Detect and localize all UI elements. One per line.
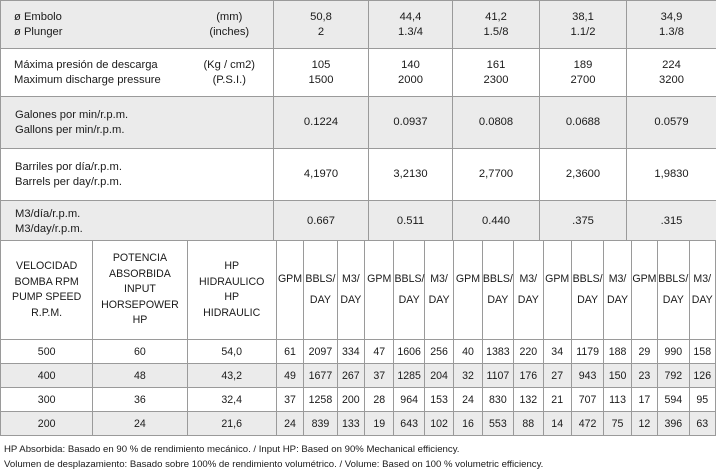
gallons-value: 0.0808 (453, 97, 540, 149)
gpm-cell: 23 (631, 364, 657, 388)
m3-day-cell: 126 (689, 364, 715, 388)
m3-day-cell: 256 (424, 340, 453, 364)
m3-day-cell: 133 (337, 412, 364, 436)
header-gpm: GPM (276, 241, 303, 340)
gallons-value: 0.1224 (274, 97, 369, 149)
header-bbls-day: BBLS/ DAY (571, 241, 603, 340)
input-hp-cell: 60 (93, 340, 187, 364)
header-bbls-day: BBLS/ DAY (394, 241, 424, 340)
plunger-value: 41,2 1.5/8 (453, 1, 540, 49)
bbls-day-cell: 943 (571, 364, 603, 388)
header-hydraulic: HP HIDRAULICO HP HIDRAULIC (187, 241, 276, 340)
rpm-cell: 400 (1, 364, 93, 388)
rpm-cell: 200 (1, 412, 93, 436)
plunger-value: 44,4 1.3/4 (369, 1, 453, 49)
bbls-day-cell: 396 (658, 412, 689, 436)
hydraulic-hp-cell: 43,2 (187, 364, 276, 388)
m3-day-cell: 75 (604, 412, 631, 436)
bbls-day-cell: 594 (658, 388, 689, 412)
bbls-day-cell: 1107 (482, 364, 513, 388)
pressure-value: 161 2300 (453, 49, 540, 97)
bbls-day-cell: 553 (482, 412, 513, 436)
header-row (1, 241, 716, 340)
bbls-day-cell: 830 (482, 388, 513, 412)
header-gpm: GPM (543, 241, 571, 340)
rpm-cell: 500 (1, 340, 93, 364)
m3-day-cell: 176 (514, 364, 543, 388)
bbls-day-cell: 472 (571, 412, 603, 436)
m3-value: 0.440 (453, 201, 540, 243)
header-bbls-day: BBLS/ DAY (482, 241, 513, 340)
gallons-value: 0.0688 (540, 97, 627, 149)
m3-day-cell: 200 (337, 388, 364, 412)
input-hp-cell: 24 (93, 412, 187, 436)
gpm-cell: 61 (276, 340, 303, 364)
plunger-label (1, 1, 186, 49)
gpm-cell: 34 (543, 340, 571, 364)
unit-inches: (inches) (209, 25, 250, 38)
gpm-cell: 37 (276, 388, 303, 412)
hydraulic-hp-cell: 21,6 (187, 412, 276, 436)
m3-day-cell: 88 (514, 412, 543, 436)
footnote-volume: Volumen de desplazamiento: Basado sobre 100% de rendimiento volumétrico. / Volume: Based on 100 % volumetric efficiency. (4, 459, 544, 470)
pressure-value: 224 3200 (627, 49, 716, 97)
header-bbls-day: BBLS/ DAY (304, 241, 337, 340)
m3-day-cell: 267 (337, 364, 364, 388)
bbls-day-cell: 1179 (571, 340, 603, 364)
header-power: POTENCIA ABSORBIDA INPUT HORSEPOWER HP (93, 241, 187, 340)
header-gpm: GPM (631, 241, 657, 340)
barrels-value: 2,3600 (540, 149, 627, 201)
bbls-day-cell: 2097 (304, 340, 337, 364)
bbls-day-cell: 1677 (304, 364, 337, 388)
barrels-row (1, 149, 716, 201)
bbls-day-cell: 1258 (304, 388, 337, 412)
header-speed: VELOCIDAD BOMBA RPM PUMP SPEED R.P.M. (1, 241, 93, 340)
table-row (1, 388, 716, 412)
gpm-cell: 49 (276, 364, 303, 388)
barrels-value: 4,1970 (274, 149, 369, 201)
gpm-cell: 40 (454, 340, 482, 364)
header-m3-day: M3/ DAY (604, 241, 631, 340)
unit-mm: (mm) (216, 10, 243, 23)
gallons-value: 0.0579 (627, 97, 716, 149)
m3-day-cell: 132 (514, 388, 543, 412)
m3-day-cell: 113 (604, 388, 631, 412)
gpm-cell: 19 (365, 412, 394, 436)
gpm-cell: 21 (543, 388, 571, 412)
gpm-cell: 47 (365, 340, 394, 364)
m3-row (1, 201, 716, 243)
pressure-row (1, 49, 716, 97)
gallons-value: 0.0937 (369, 97, 453, 149)
m3-day-cell: 204 (424, 364, 453, 388)
header-m3-day: M3/ DAY (424, 241, 453, 340)
gpm-cell: 24 (454, 388, 482, 412)
m3-day-cell: 102 (424, 412, 453, 436)
bbls-day-cell: 964 (394, 388, 424, 412)
gpm-cell: 29 (631, 340, 657, 364)
hydraulic-hp-cell: 32,4 (187, 388, 276, 412)
bbls-day-cell: 792 (658, 364, 689, 388)
plunger-value: 38,1 1.1/2 (540, 1, 627, 49)
header-bbls-day: BBLS/ DAY (658, 241, 689, 340)
m3-value: 0.511 (369, 201, 453, 243)
pressure-unit: (Kg / cm2) (P.S.I.) (186, 49, 274, 97)
speed-rows (1, 340, 716, 436)
bbls-day-cell: 839 (304, 412, 337, 436)
gallons-row (1, 97, 716, 149)
plunger-value: 50,8 2 (274, 1, 369, 49)
gpm-cell: 28 (365, 388, 394, 412)
gpm-cell: 27 (543, 364, 571, 388)
pressure-value: 140 2000 (369, 49, 453, 97)
pump-speed-table (0, 240, 716, 436)
gpm-cell: 16 (454, 412, 482, 436)
plunger-label-en: ø Plunger (14, 25, 63, 38)
header-gpm: GPM (365, 241, 394, 340)
barrels-value: 2,7700 (453, 149, 540, 201)
rpm-cell: 300 (1, 388, 93, 412)
table-row (1, 340, 716, 364)
m3-value: .375 (540, 201, 627, 243)
gpm-cell: 17 (631, 388, 657, 412)
hydraulic-hp-cell: 54,0 (187, 340, 276, 364)
m3-value: 0.667 (274, 201, 369, 243)
plunger-label-es: ø Embolo (14, 10, 62, 23)
plunger-value: 34,9 1.3/8 (627, 1, 716, 49)
barrels-label: Barriles por día/r.p.m. Barrels per day/r.p.m. (1, 149, 274, 201)
bbls-day-cell: 643 (394, 412, 424, 436)
bbls-day-cell: 1285 (394, 364, 424, 388)
header-gpm: GPM (454, 241, 482, 340)
gpm-cell: 14 (543, 412, 571, 436)
plunger-row (1, 1, 716, 49)
m3-value: .315 (627, 201, 716, 243)
table-row (1, 364, 716, 388)
m3-label: M3/día/r.p.m. M3/day/r.p.m. (1, 201, 274, 243)
plunger-unit (186, 1, 274, 49)
input-hp-cell: 36 (93, 388, 187, 412)
m3-day-cell: 188 (604, 340, 631, 364)
gpm-cell: 12 (631, 412, 657, 436)
m3-day-cell: 95 (689, 388, 715, 412)
bbls-day-cell: 1383 (482, 340, 513, 364)
m3-day-cell: 158 (689, 340, 715, 364)
bbls-day-cell: 1606 (394, 340, 424, 364)
bbls-day-cell: 990 (658, 340, 689, 364)
barrels-value: 3,2130 (369, 149, 453, 201)
header-m3-day: M3/ DAY (689, 241, 715, 340)
m3-day-cell: 334 (337, 340, 364, 364)
footnote-hp: HP Absorbida: Basado en 90 % de rendimiento mecánico. / Input HP: Based on 90% Mechanical efficiency. (4, 444, 460, 455)
pressure-value: 105 1500 (274, 49, 369, 97)
m3-day-cell: 220 (514, 340, 543, 364)
input-hp-cell: 48 (93, 364, 187, 388)
m3-day-cell: 150 (604, 364, 631, 388)
gallons-label: Galones por min/r.p.m. Gallons per min/r.p.m. (1, 97, 274, 149)
table-row (1, 412, 716, 436)
m3-day-cell: 153 (424, 388, 453, 412)
barrels-value: 1,9830 (627, 149, 716, 201)
gpm-cell: 37 (365, 364, 394, 388)
header-m3-day: M3/ DAY (514, 241, 543, 340)
header-m3-day: M3/ DAY (337, 241, 364, 340)
pressure-label: Máxima presión de descarga Maximum discharge pressure (1, 49, 186, 97)
gpm-cell: 24 (276, 412, 303, 436)
bbls-day-cell: 707 (571, 388, 603, 412)
m3-day-cell: 63 (689, 412, 715, 436)
gpm-cell: 32 (454, 364, 482, 388)
pressure-value: 189 2700 (540, 49, 627, 97)
